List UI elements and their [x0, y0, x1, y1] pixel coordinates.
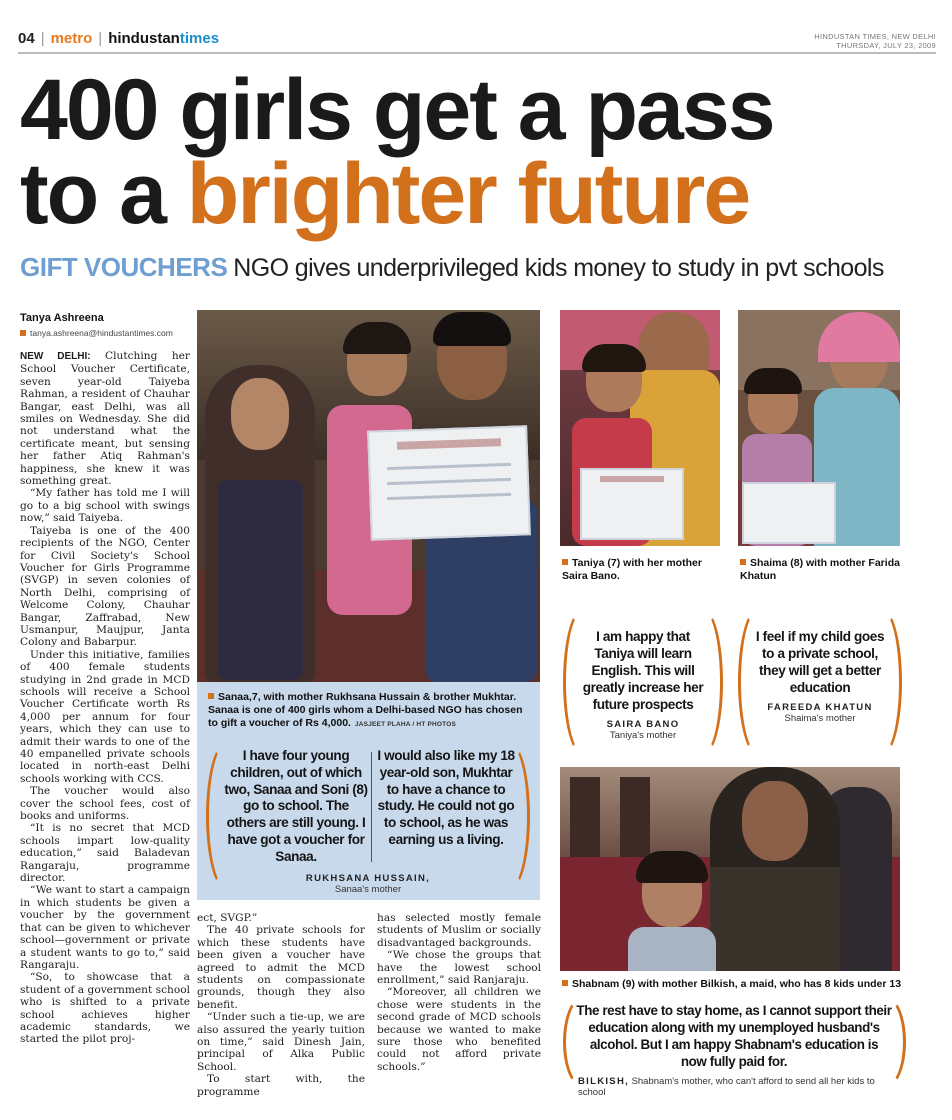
article-paragraph: “My father has told me I will go to a big school with swings now,” said Taiyeba. [20, 487, 190, 525]
photo-taniya [560, 310, 720, 546]
headline-line2 [20, 146, 940, 242]
headline-line2-plain: to a [20, 146, 187, 242]
masthead-left [18, 30, 219, 47]
article-paragraph: “Moreover, all children we chose were students in the second grade of MCD schools because we wanted to make sure those who benefited could not afford private schools.” [377, 986, 541, 1073]
main-photo [197, 310, 540, 682]
article-paragraph: The voucher would also cover the school fees, cost of books and uniforms. [20, 785, 190, 823]
quote-fareeda-name: FAREEDA KHATUN [767, 702, 873, 713]
byline-email-text: tanya.ashreena@hindustantimes.com [30, 328, 173, 338]
article-paragraph: “It is no secret that MCD schools impart low-quality education,” said Baladevan Rangaraju, programme director. [20, 822, 190, 885]
deck [20, 252, 940, 283]
quote-rukhsana-role: Sanaa's mother [334, 884, 402, 895]
headline-line2-accent: brighter future [186, 146, 750, 242]
quote-saira-name: SAIRA BANO [606, 719, 680, 730]
photo-shabnam-caption [562, 978, 902, 991]
bullet-square [208, 693, 214, 699]
quote-divider [371, 752, 372, 862]
quote-rukhsana-right-text: I would also like my 18 year-old son, Mukhtar to have a chance to study. He could not go to school, as he was earning us a living. [377, 748, 515, 847]
byline-name: Tanya Ashreena [20, 312, 104, 324]
quote-bilkish-attribution [576, 1076, 892, 1098]
quote-bilkish-role: Shabnam's mother, who can't afford to send all her kids to school [578, 1076, 875, 1098]
photo-shaima-caption-text: Shaima (8) with mother Farida Khatun [740, 557, 900, 582]
photo-taniya-caption [562, 557, 722, 583]
article-paragraph: “We want to start a campaign in which students be given a voucher by the government that can be given to whichever school—government or private a student wants to go to,” said Rangaraju. [20, 884, 190, 971]
brand-name-part1: hindustan [108, 30, 180, 47]
article-column-3 [377, 912, 541, 1097]
quote-mark-right [866, 996, 906, 1088]
quote-mark-right [490, 742, 530, 890]
bullet-square [740, 559, 746, 565]
edition-date: THURSDAY, JULY 23, 2009 [836, 41, 936, 50]
quote-mark-right [862, 608, 902, 756]
article-paragraph: NEW DELHI: Clutching her School Voucher Certificate, seven year-old Taiyeba Rahman, a resident of Chauhar Bangar, east Delhi, was all smiles on Wednesday. She did not understand what the certificate meant, but sensing her father Atiq Rahman's happiness, she knew it was something great. [20, 350, 190, 488]
quote-fareeda-text: I feel if my child goes to a private school, they will get a better education [755, 629, 885, 695]
bullet-square [20, 330, 26, 336]
deck-kicker: GIFT VOUCHERS [20, 252, 228, 282]
photo-credit: JASJEET PLAHA / HT PHOTOS [354, 721, 457, 728]
main-photo-caption-text: Sanaa,7, with mother Rukhsana Hussain & brother Mukhtar. Sanaa is one of 400 girls whom a Delhi-based NGO has chosen to gift a voucher of Rs 4,000. [208, 691, 523, 729]
photo-taniya-caption-text: Taniya (7) with her mother Saira Bano. [562, 557, 702, 582]
masthead-separator: | [98, 30, 103, 47]
byline-email [20, 328, 173, 338]
article-paragraph: To start with, the programme [197, 1073, 365, 1098]
quote-bilkish-text: The rest have to stay home, as I cannot support their education along with my unemployed husband's alcohol. But I am happy Shabnam's education is now fully paid for. [576, 1003, 892, 1069]
headline-line1: 400 girls get a pass [20, 62, 774, 158]
headline [20, 62, 940, 242]
article-paragraph: “Under such a tie-up, we are also assured the yearly tuition on time,” said Dinesh Jain, principal of Alka Public School. [197, 1011, 365, 1073]
deck-text: NGO gives underprivileged kids money to study in pvt schools [233, 254, 884, 282]
brand-name-part2: times [179, 30, 220, 47]
article-paragraph: Taiyeba is one of the 400 recipients of the NGO, Center for Civil Society's School Voucher for Girls Programme (SVGP) in seven colonies of North Delhi, comprising of Welcome Colony, Chauhar Bangar, Zaffrabad, New Usmanpur, Maujpur, Janta Colony and Babarpur. [20, 524, 190, 649]
article-paragraph: Under this initiative, families of 400 female students studying in 2nd grade in MCD schools will receive a School Voucher Certificate worth Rs 4,000 per annum for four years, which they can use to admit their wards to one of the 40 empanelled private schools located in north-east Delhi schools working with CCS. [20, 648, 190, 785]
quote-saira-text: I am happy that Taniya will learn English. This will greatly increase her future prospects [582, 629, 704, 712]
article-paragraph: “So, to showcase that a student of a government school who is shifted to a private school achieves higher academic standards, we started the pilot proj- [20, 971, 190, 1046]
article-paragraph: The 40 private schools for which these students have been given a voucher have agreed to admit the MCD students on compassionate grounds, though they also benefit. [197, 924, 365, 1011]
article-paragraph: ect, SVGP.” [197, 912, 258, 924]
quote-saira-role: Taniya's mother [609, 730, 677, 741]
photo-shaima [738, 310, 900, 546]
quote-fareeda-role: Shaima's mother [784, 713, 856, 724]
article-column-2 [197, 912, 365, 1097]
quote-rukhsana-left [222, 748, 370, 866]
bullet-square [562, 559, 568, 565]
article-paragraph: “We chose the groups that have the lowest school enrollment,” said Ranjaraju. [377, 949, 541, 987]
masthead [18, 30, 936, 52]
photo-shaima-caption [740, 557, 902, 583]
dateline: NEW DELHI: [20, 351, 91, 362]
quote-rukhsana-left-text: I have four young children, out of which two, Sanaa and Soni (8) go to school. The others are still young. I have got a voucher for Sanaa. [224, 748, 368, 864]
photo-shabnam [560, 767, 900, 971]
quote-rukhsana-attribution [222, 873, 514, 895]
edition-name: HINDUSTAN TIMES, NEW DELHI [814, 32, 936, 41]
quote-bilkish-name: BILKISH, [578, 1076, 630, 1087]
quote-mark-right [683, 608, 723, 756]
section-name: metro [50, 30, 93, 47]
quote-rukhsana-name: RUKHSANA HUSSAIN, [305, 873, 431, 884]
photo-shabnam-caption-text: Shabnam (9) with mother Bilkish, a maid, who has 8 kids under 13 [572, 978, 902, 990]
main-photo-caption [208, 691, 534, 731]
quote-bilkish [576, 1002, 892, 1098]
page-number: 04 [18, 30, 35, 47]
masthead-separator: | [40, 30, 45, 47]
bullet-square [562, 980, 568, 986]
edition-info [814, 32, 936, 50]
article-column-1 [20, 350, 190, 1095]
masthead-rule [18, 52, 936, 54]
article-paragraph: has selected mostly female students of Muslim or socially disadvantaged backgrounds. [377, 912, 541, 949]
